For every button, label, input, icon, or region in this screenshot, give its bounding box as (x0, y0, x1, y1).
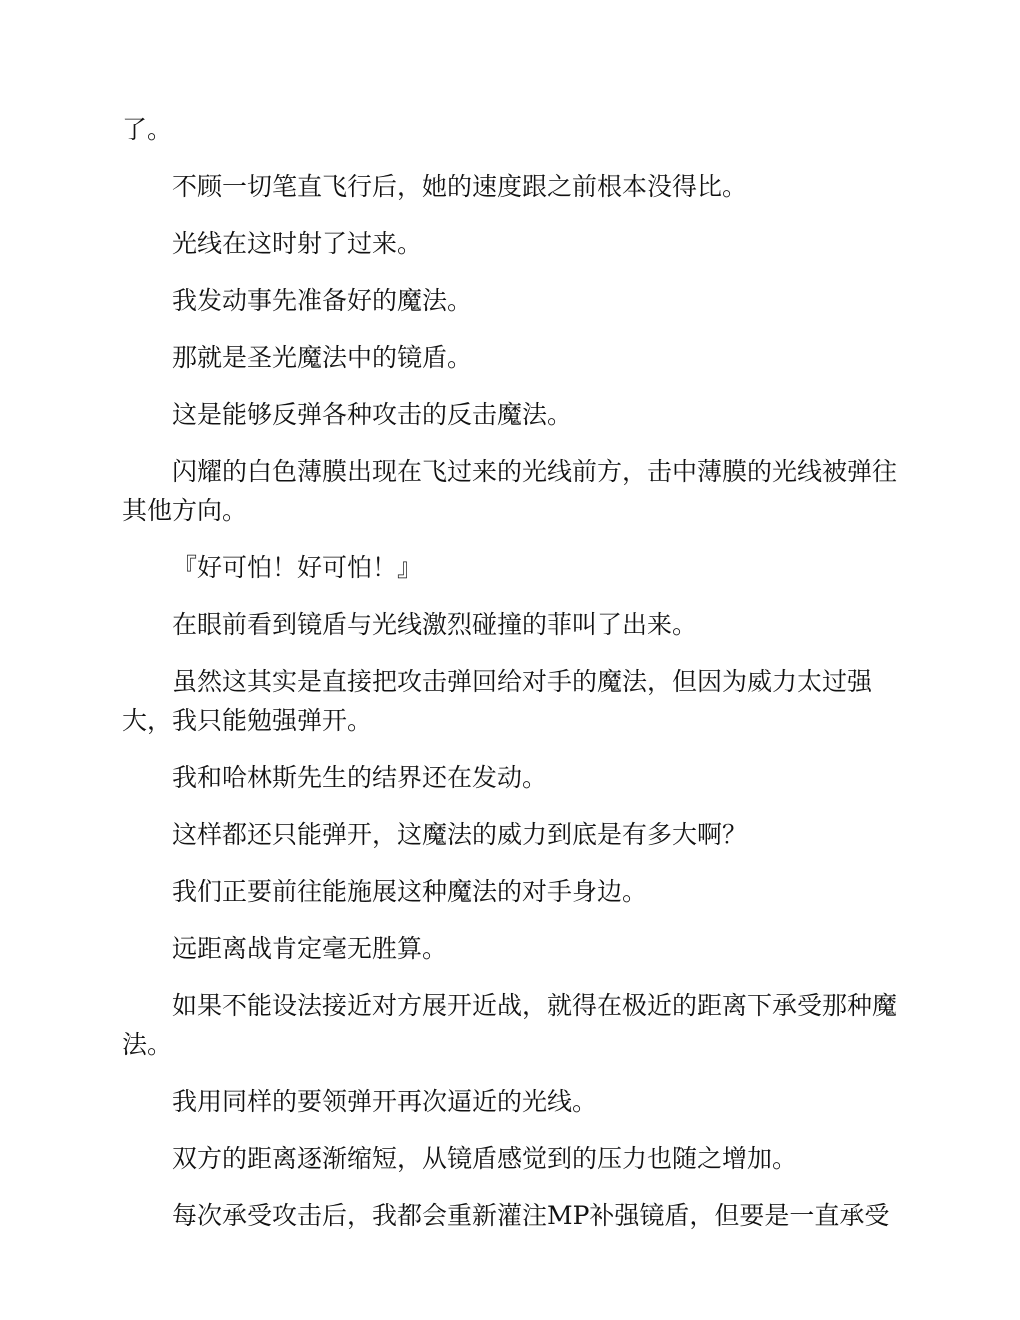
paragraph: 了。 (122, 115, 173, 144)
paragraph: 双方的距离逐渐缩短，从镜盾感觉到的压力也随之增加。 (172, 1144, 798, 1173)
paragraph: 不顾一切笔直飞行后，她的速度跟之前根本没得比。 (172, 172, 748, 201)
paragraph: 我用同样的要领弹开再次逼近的光线。 (172, 1087, 598, 1116)
paragraph: 那就是圣光魔法中的镜盾。 (172, 343, 473, 372)
paragraph: 我和哈林斯先生的结界还在发动。 (172, 763, 548, 792)
paragraph: 闪耀的白色薄膜出现在飞过来的光线前方，击中薄膜的光线被弹往其他方向。 (122, 457, 898, 525)
paragraph: 光线在这时射了过来。 (172, 229, 423, 258)
paragraph: 我发动事先准备好的魔法。 (172, 286, 473, 315)
paragraph: 这是能够反弹各种攻击的反击魔法。 (172, 400, 573, 429)
body-text (122, 110, 902, 1253)
paragraph: 如果不能设法接近对方展开近战，就得在极近的距离下承受那种魔法。 (122, 991, 898, 1059)
paragraph: 远距离战肯定毫无胜算。 (172, 934, 448, 963)
paragraph: 我们正要前往能施展这种魔法的对手身边。 (172, 877, 648, 906)
paragraph: 在眼前看到镜盾与光线激烈碰撞的菲叫了出来。 (172, 610, 698, 639)
paragraph: 这样都还只能弹开，这魔法的威力到底是有多大啊？ (172, 820, 748, 849)
paragraph: 『好可怕！好可怕！』 (172, 553, 423, 582)
paragraph: 每次承受攻击后，我都会重新灌注MP补强镜盾，但要是一直承受 (172, 1201, 890, 1230)
paragraph: 虽然这其实是直接把攻击弹回给对手的魔法，但因为威力太过强大，我只能勉强弹开。 (122, 667, 873, 735)
